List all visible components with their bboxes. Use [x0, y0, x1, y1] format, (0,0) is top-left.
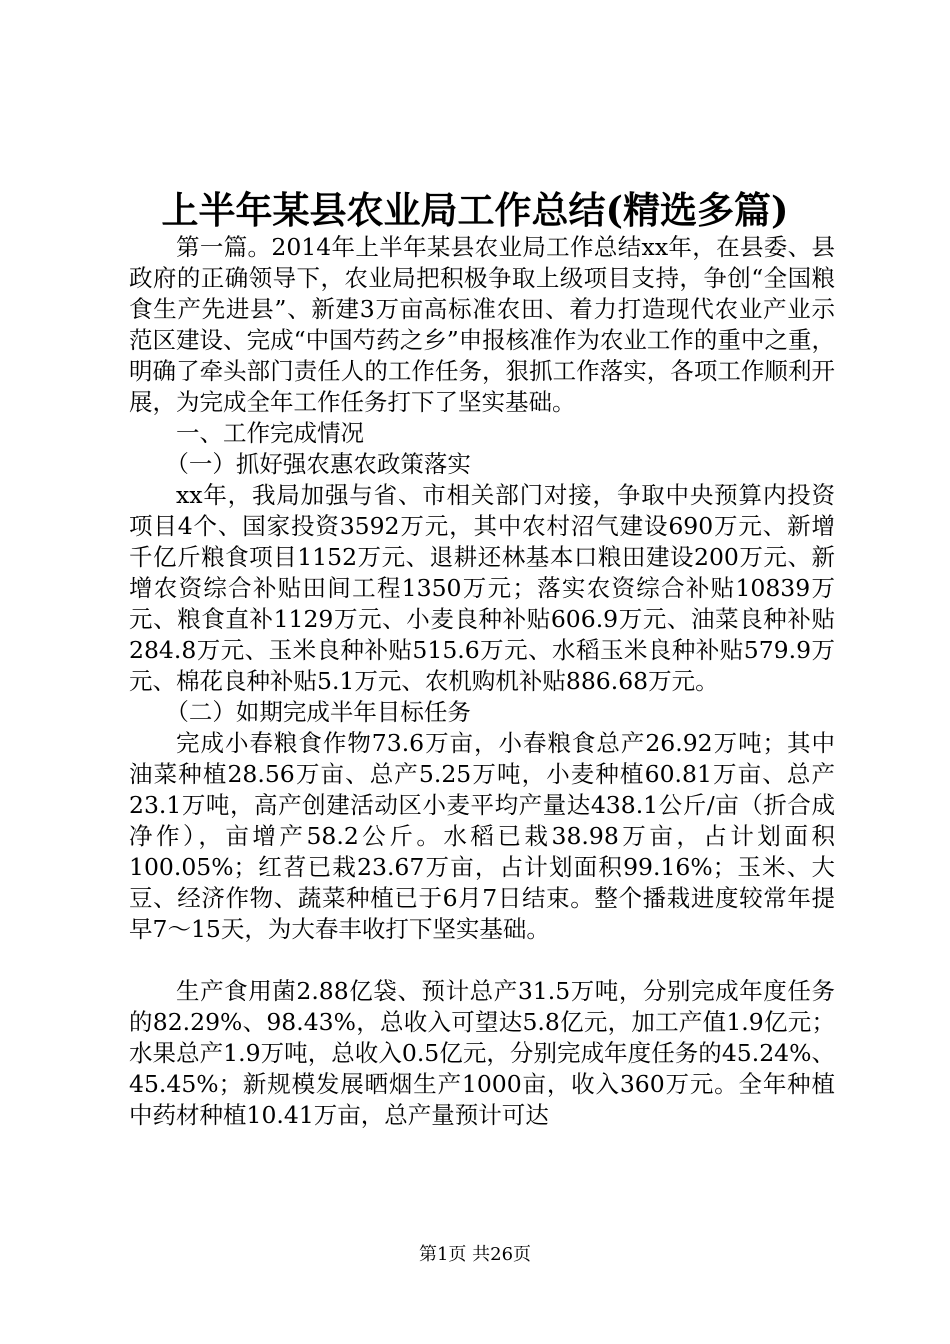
- paragraph-intro: 第一篇。2014年上半年某县农业局工作总结xx年，在县委、县政府的正确领导下，农业局把积极争取上级项目支持，争创“全国粮食生产先进县”、新建3万亩高标准农田、着力打造现代农业产业示范区建设、完成“中国芍药之乡”申报核准作为农业工作的重中之重，明确了牵头部门责任人的工作任务，狠抓工作落实，各项工作顺利开展，为完成全年工作任务打下了坚实基础。: [129, 233, 835, 416]
- paragraph-policy: xx年，我局加强与省、市相关部门对接，争取中央预算内投资项目4个、国家投资3592万元，其中农村沼气建设690万元、新增千亿斤粮食项目1152万元、退耕还林基本口粮田建设200万元、新增农资综合补贴田间工程1350万元；落实农资综合补贴10839万元、粮食直补1129万元、小麦良种补贴606.9万元、油菜良种补贴284.8万元、玉米良种补贴515.6万元、水稻玉米良种补贴579.9万元、棉花良种补贴5.1万元、农机购机补贴886.68万元。: [129, 481, 835, 695]
- subsection-heading-2: （二）如期完成半年目标任务: [165, 698, 471, 726]
- subsection-heading-1: （一）抓好强农惠农政策落实: [165, 450, 471, 478]
- document-body: [129, 232, 835, 1131]
- section-heading: 一、工作完成情况: [176, 419, 364, 447]
- page-footer: 第1页 共26页: [418, 1244, 532, 1265]
- paragraph-mushroom: 生产食用菌2.88亿袋、预计总产31.5万吨，分别完成年度任务的82.29%、98.43%，总收入可望达5.8亿元，加工产值1.9亿元；水果总产1.9万吨，总收入0.5亿元，分别完成年度任务的45.24%、45.45%；新规模发展晒烟生产1000亩，收入360万元。全年种植中药材种植10.41万亩，总产量预计可达: [129, 977, 835, 1129]
- paragraph-crops: 完成小春粮食作物73.6万亩，小春粮食总产26.92万吨；其中油菜种植28.56万亩、总产5.25万吨，小麦种植60.81万亩、总产23.1万吨，高产创建活动区小麦平均产量达438.1公斤/亩（折合成净作），亩增产58.2公斤。水稻已栽38.98万亩，占计划面积100.05%；红苕已栽23.67万亩，占计划面积99.16%；玉米、大豆、经济作物、蔬菜种植已于6月7日结束。整个播栽进度较常年提早7～15天，为大春丰收打下坚实基础。: [129, 729, 835, 943]
- document-title: 上半年某县农业局工作总结(精选多篇): [161, 188, 789, 232]
